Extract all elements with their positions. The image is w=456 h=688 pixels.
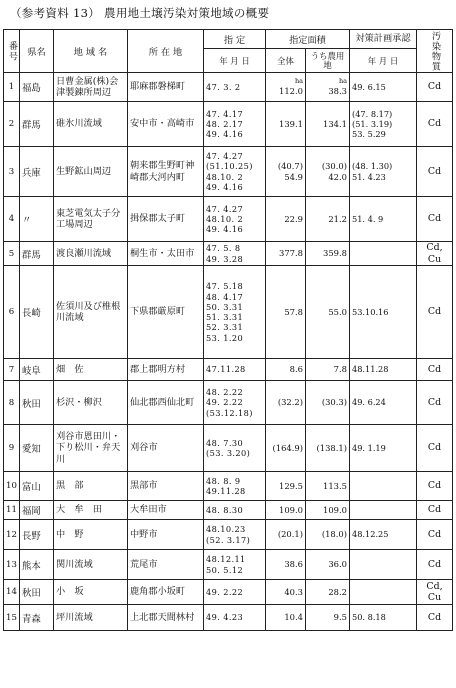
row-prefecture: 岐阜	[20, 359, 54, 381]
row-region: 黒 部	[54, 472, 128, 501]
row-area-farmland: (18.0)	[306, 520, 350, 550]
row-designation-date: 48. 8. 9 49.11.28	[204, 472, 266, 501]
row-pollutant: Cd	[417, 605, 453, 631]
row-area-farmland: (138.1)	[306, 425, 350, 472]
row-prefecture: 秋田	[20, 381, 54, 425]
row-plan-date: 51. 4. 9	[350, 197, 417, 242]
row-area-total: (164.9)	[266, 425, 306, 472]
row-pollutant: Cd	[417, 73, 453, 102]
row-region: 渡良瀬川流域	[54, 242, 128, 266]
table-row	[4, 605, 453, 631]
row-location: 安中市・高崎市	[128, 102, 204, 147]
row-area-farmland: (30.0) 42.0	[306, 147, 350, 197]
row-designation-date: 48. 2.22 49. 2.22 (53.12.18)	[204, 381, 266, 425]
row-prefecture: 愛知	[20, 425, 54, 472]
row-pollutant: Cd	[417, 266, 453, 359]
row-region: 畑 佐	[54, 359, 128, 381]
row-area-farmland: ha 38.3	[306, 73, 350, 102]
row-area-total: 40.3	[266, 580, 306, 605]
row-area-farmland: 28.2	[306, 580, 350, 605]
row-prefecture: 熊本	[20, 550, 54, 580]
row-location: 中野市	[128, 520, 204, 550]
header-prefecture: 県名	[20, 30, 54, 73]
row-number: 11	[4, 501, 20, 520]
row-region: 日曹金属(株)会津製錬所周辺	[54, 73, 128, 102]
row-prefecture: 〃	[20, 197, 54, 242]
row-number: 1	[4, 73, 20, 102]
row-area-total: 57.8	[266, 266, 306, 359]
row-plan-date: 49. 1.19	[350, 425, 417, 472]
row-location: 桐生市・太田市	[128, 242, 204, 266]
row-prefecture: 福島	[20, 73, 54, 102]
row-prefecture: 長野	[20, 520, 54, 550]
row-region: 小 坂	[54, 580, 128, 605]
row-prefecture: 群馬	[20, 242, 54, 266]
header-plan-date: 年 月 日	[350, 49, 417, 73]
header-number: 番号	[4, 30, 20, 73]
row-pollutant: Cd	[417, 102, 453, 147]
row-number: 2	[4, 102, 20, 147]
row-location: 耶麻郡磐梯町	[128, 73, 204, 102]
row-prefecture: 群馬	[20, 102, 54, 147]
row-location: 黒部市	[128, 472, 204, 501]
table-row	[4, 425, 453, 472]
row-designation-date: 47. 4.27 48.10. 2 49. 4.16	[204, 197, 266, 242]
table-row	[4, 147, 453, 197]
row-location: 大牟田市	[128, 501, 204, 520]
row-designation-date: 49. 4.23	[204, 605, 266, 631]
table-row	[4, 102, 453, 147]
row-location: 上北郡天間林村	[128, 605, 204, 631]
area-unit-label: ha	[294, 77, 303, 85]
row-designation-date: 47.11.28	[204, 359, 266, 381]
row-plan-date	[350, 501, 417, 520]
row-pollutant: Cd	[417, 197, 453, 242]
row-prefecture: 秋田	[20, 580, 54, 605]
row-area-total: (20.1)	[266, 520, 306, 550]
row-number: 10	[4, 472, 20, 501]
row-pollutant: Cd	[417, 425, 453, 472]
row-pollutant: Cd	[417, 147, 453, 197]
pollution-area-table	[3, 29, 453, 631]
row-pollutant: Cd	[417, 501, 453, 520]
row-prefecture: 富山	[20, 472, 54, 501]
row-location: 下県郡厳原町	[128, 266, 204, 359]
row-number: 5	[4, 242, 20, 266]
row-area-total: 8.6	[266, 359, 306, 381]
header-designation-date: 年 月 日	[204, 49, 266, 73]
header-location: 所 在 地	[128, 30, 204, 73]
row-area-total: 377.8	[266, 242, 306, 266]
table-row	[4, 520, 453, 550]
row-designation-date: 48. 8.30	[204, 501, 266, 520]
row-number: 9	[4, 425, 20, 472]
header-pollutant: 汚染物質	[417, 30, 453, 73]
row-region: 佐須川及び椎根川流域	[54, 266, 128, 359]
row-number: 13	[4, 550, 20, 580]
table-row	[4, 580, 453, 605]
row-designation-date: 48.12.11 50. 5.12	[204, 550, 266, 580]
row-region: 刈谷市恩田川・下り松川・弁天川	[54, 425, 128, 472]
row-area-farmland: 359.8	[306, 242, 350, 266]
row-number: 8	[4, 381, 20, 425]
row-plan-date: 50. 8.18	[350, 605, 417, 631]
row-plan-date	[350, 550, 417, 580]
row-number: 14	[4, 580, 20, 605]
header-area: 指定面積	[266, 30, 350, 49]
row-number: 12	[4, 520, 20, 550]
title-label: （参考資料	[10, 6, 69, 20]
header-area-total: 全体	[266, 49, 306, 73]
row-prefecture: 兵庫	[20, 147, 54, 197]
header-designation: 指 定	[204, 30, 266, 49]
row-location: 朝来郡生野町神崎郡大河内町	[128, 147, 204, 197]
row-designation-date: 47. 5.18 48. 4.17 50. 3.31 51. 3.31 52. 3.31 53. 1.20	[204, 266, 266, 359]
row-area-farmland: (30.3)	[306, 381, 350, 425]
table-header-row	[4, 30, 453, 49]
row-area-total: 10.4	[266, 605, 306, 631]
row-plan-date: 48.11.28	[350, 359, 417, 381]
row-region: 中 野	[54, 520, 128, 550]
row-designation-date: 48. 7.30 (53. 3.20)	[204, 425, 266, 472]
row-number: 3	[4, 147, 20, 197]
title-number: 13）	[73, 6, 101, 20]
row-area-farmland: 55.0	[306, 266, 350, 359]
table-row	[4, 266, 453, 359]
row-pollutant: Cd	[417, 520, 453, 550]
row-plan-date	[350, 580, 417, 605]
row-area-farmland: 113.5	[306, 472, 350, 501]
row-region: 坪川流域	[54, 605, 128, 631]
row-region: 生野鉱山周辺	[54, 147, 128, 197]
table-row	[4, 472, 453, 501]
row-plan-date: 48.12.25	[350, 520, 417, 550]
row-area-total: (40.7) 54.9	[266, 147, 306, 197]
table-row	[4, 242, 453, 266]
row-plan-date: 53.10.16	[350, 266, 417, 359]
table-row	[4, 501, 453, 520]
header-plan: 対策計画承認	[350, 30, 417, 49]
row-designation-date: 49. 2.22	[204, 580, 266, 605]
table-row	[4, 197, 453, 242]
row-area-total: 139.1	[266, 102, 306, 147]
row-pollutant: Cd, Cu	[417, 580, 453, 605]
table-row	[4, 381, 453, 425]
row-prefecture: 青森	[20, 605, 54, 631]
table-row	[4, 359, 453, 381]
row-number: 4	[4, 197, 20, 242]
row-area-farmland: 7.8	[306, 359, 350, 381]
row-number: 6	[4, 266, 20, 359]
row-plan-date: (47. 8.17) (51. 3.19) 53. 5.29	[350, 102, 417, 147]
row-area-total: 129.5	[266, 472, 306, 501]
row-prefecture: 福岡	[20, 501, 54, 520]
row-area-total: (32.2)	[266, 381, 306, 425]
document-title	[10, 5, 269, 21]
row-designation-date: 47. 4.17 48. 2.17 49. 4.16	[204, 102, 266, 147]
row-number: 15	[4, 605, 20, 631]
row-area-farmland: 134.1	[306, 102, 350, 147]
row-pollutant: Cd	[417, 550, 453, 580]
row-area-farmland: 9.5	[306, 605, 350, 631]
row-area-total: 38.6	[266, 550, 306, 580]
row-location: 仙北郡西仙北町	[128, 381, 204, 425]
row-location: 刈谷市	[128, 425, 204, 472]
header-area-farmland: うち農用地	[306, 49, 350, 73]
row-region: 碓氷川流域	[54, 102, 128, 147]
row-area-total: 22.9	[266, 197, 306, 242]
row-area-farmland: 21.2	[306, 197, 350, 242]
row-designation-date: 47. 4.27 (51.10.25) 48.10. 2 49. 4.16	[204, 147, 266, 197]
row-plan-date	[350, 472, 417, 501]
row-pollutant: Cd	[417, 381, 453, 425]
row-area-farmland: 36.0	[306, 550, 350, 580]
row-plan-date: 49. 6.15	[350, 73, 417, 102]
row-designation-date: 47. 3. 2	[204, 73, 266, 102]
row-region: 関川流域	[54, 550, 128, 580]
row-designation-date: 47. 5. 8 49. 3.28	[204, 242, 266, 266]
row-location: 郡上郡明方村	[128, 359, 204, 381]
row-location: 荒尾市	[128, 550, 204, 580]
table-row	[4, 73, 453, 102]
row-plan-date: (48. 1.30) 51. 4.23	[350, 147, 417, 197]
row-location: 揖保郡太子町	[128, 197, 204, 242]
row-designation-date: 48.10.23 (52. 3.17)	[204, 520, 266, 550]
area-unit-label: ha	[338, 77, 347, 85]
row-area-total: 109.0	[266, 501, 306, 520]
row-plan-date	[350, 242, 417, 266]
row-region: 杉沢・柳沢	[54, 381, 128, 425]
row-pollutant: Cd, Cu	[417, 242, 453, 266]
row-area-farmland: 109.0	[306, 501, 350, 520]
row-number: 7	[4, 359, 20, 381]
title-text: 農用地土壌汚染対策地域の概要	[104, 6, 270, 20]
row-region: 大 牟 田	[54, 501, 128, 520]
row-plan-date: 49. 6.24	[350, 381, 417, 425]
row-location: 鹿角郡小坂町	[128, 580, 204, 605]
row-area-total: ha 112.0	[266, 73, 306, 102]
header-region: 地 域 名	[54, 30, 128, 73]
table-row	[4, 550, 453, 580]
row-region: 東芝電気太子分工場周辺	[54, 197, 128, 242]
row-prefecture: 長崎	[20, 266, 54, 359]
row-pollutant: Cd	[417, 359, 453, 381]
row-pollutant: Cd	[417, 472, 453, 501]
